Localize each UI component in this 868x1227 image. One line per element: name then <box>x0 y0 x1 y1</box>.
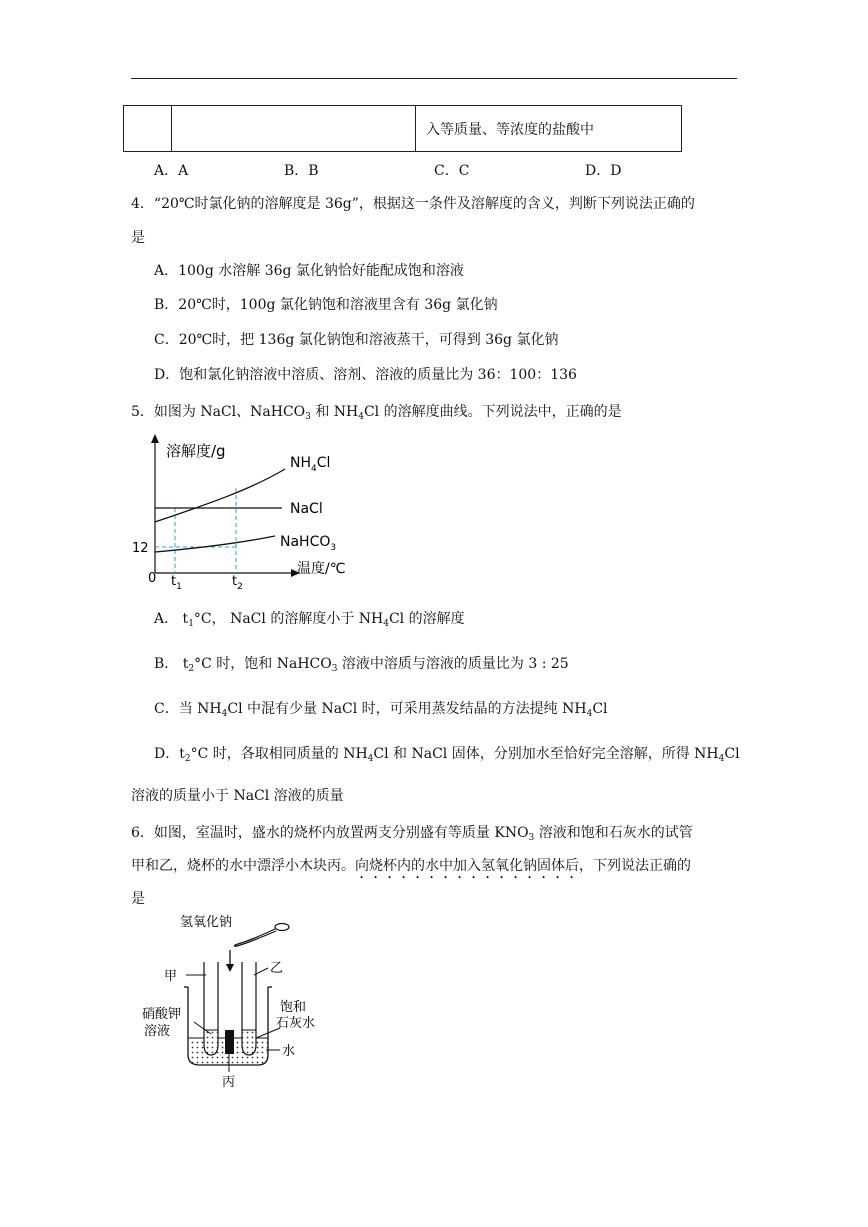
table-cell-experiment <box>172 106 416 152</box>
q5-option-d[interactable]: D．$t_2^\circ C$ 时，各取相同质量的 $NH_4Cl$ 和 NaCl 固体，分别加水至恰好完全溶解，所得 $NH_4Cl$ <box>154 746 740 764</box>
spoon-bowl <box>275 924 289 931</box>
q4-option-a[interactable]: A．100g 水溶解 36g 氯化钠恰好能配成饱和溶液 <box>154 263 464 279</box>
q5-stem: 5．如图为 NaCl、NaHCO$_3$ 和 $NH_4Cl$ 的溶解度曲线。下列说法中，正确的是 <box>131 404 622 422</box>
label-saturated-1: 饱和 <box>280 1000 307 1015</box>
q4-option-b[interactable]: B．20℃时，100g 氯化钠饱和溶液里含有 36g 氯化钠 <box>154 297 498 313</box>
q5-option-d-line2: 溶液的质量小于 NaCl 溶液的质量 <box>131 788 344 804</box>
q4-stem-line1: 4．“20℃时氯化钠的溶解度是 36g”，根据这一条件及溶解度的含义，判断下列说法正确的 <box>131 196 695 212</box>
y-tick-12: 12 <box>132 541 149 556</box>
q5-option-b[interactable]: B． $t_2^\circ C$ 时，饱和 NaHCO$_3$ 溶液中溶质与溶液的质量比为 3 : 25 <box>154 656 569 674</box>
y-axis-label: 溶解度/g <box>166 442 226 460</box>
label-water: 水 <box>282 1044 296 1059</box>
label-kno3-2: 溶液 <box>144 1024 171 1039</box>
nahco3-curve <box>155 536 275 552</box>
q6-stem-line2: 甲和乙，烧杯的水中漂浮小木块丙。向烧杯内的水中加入氢氧化钠固体后，下列说法正确的 <box>131 858 691 874</box>
q3-option-d[interactable]: D．D <box>585 163 622 179</box>
q5-option-c[interactable]: C．当 $NH_4Cl$ 中混有少量 NaCl 时，可采用蒸发结晶的方法提纯 $NH_4Cl$ <box>154 701 608 719</box>
solubility-curve-figure <box>110 430 380 600</box>
label-nacl: NaCl <box>290 501 323 517</box>
table-row <box>124 106 682 152</box>
q3-option-a[interactable]: A．A <box>154 163 189 179</box>
q6-stem-line3: 是 <box>131 891 145 907</box>
q4-option-d[interactable]: D．饱和氯化钠溶液中溶质、溶剂、溶液的质量比为 36：100：136 <box>154 367 577 383</box>
spoon-handle <box>234 929 276 946</box>
wooden-block <box>225 1030 234 1054</box>
q3-option-b[interactable]: B．B <box>284 163 319 179</box>
q3-option-c[interactable]: C．C <box>434 163 470 179</box>
x-tick-t2: $t_2$ <box>232 574 243 592</box>
x-tick-t1: $t_1$ <box>171 574 182 592</box>
label-naoh: 氢氧化钠 <box>180 915 233 930</box>
q4-option-c[interactable]: C．20℃时，把 136g 氯化钠饱和溶液蒸干，可得到 36g 氯化钠 <box>154 332 559 348</box>
q3-options <box>154 160 674 182</box>
answer-table-fragment <box>123 105 682 152</box>
header-rule <box>131 78 737 79</box>
label-nahco3: NaHCO$_3$ <box>280 534 337 553</box>
q5-option-a[interactable]: A． $t_1^\circ C$， NaCl 的溶解度小于 $NH_4Cl$ 的溶解度 <box>154 611 465 629</box>
x-axis-label: 温度/℃ <box>297 561 346 577</box>
label-saturated-2: 石灰水 <box>276 1016 316 1031</box>
q4-stem-line2: 是 <box>131 230 145 246</box>
label-jia: 甲 <box>164 969 178 984</box>
beaker-diagram <box>130 910 330 1090</box>
emphasized-condition: 向烧杯内的水中加入氢氧化钠固体后 <box>355 858 579 874</box>
label-yi: 乙 <box>270 961 284 976</box>
table-cell-index <box>124 106 172 152</box>
nh4cl-curve <box>155 469 285 522</box>
y-axis-arrow <box>151 434 159 443</box>
q6-stem-line1: 6．如图，室温时，盛水的烧杯内放置两支分别盛有等质量 $KNO_3$ 溶液和饱和石灰水的试管 <box>131 825 693 843</box>
table-cell-description: 入等质量、等浓度的盐酸中 <box>416 106 682 152</box>
origin-label: 0 <box>148 571 157 586</box>
label-nh4cl: $NH_4Cl$ <box>290 455 331 474</box>
label-kno3-1: 硝酸钾 <box>142 1007 182 1022</box>
label-bing: 丙 <box>222 1075 236 1090</box>
